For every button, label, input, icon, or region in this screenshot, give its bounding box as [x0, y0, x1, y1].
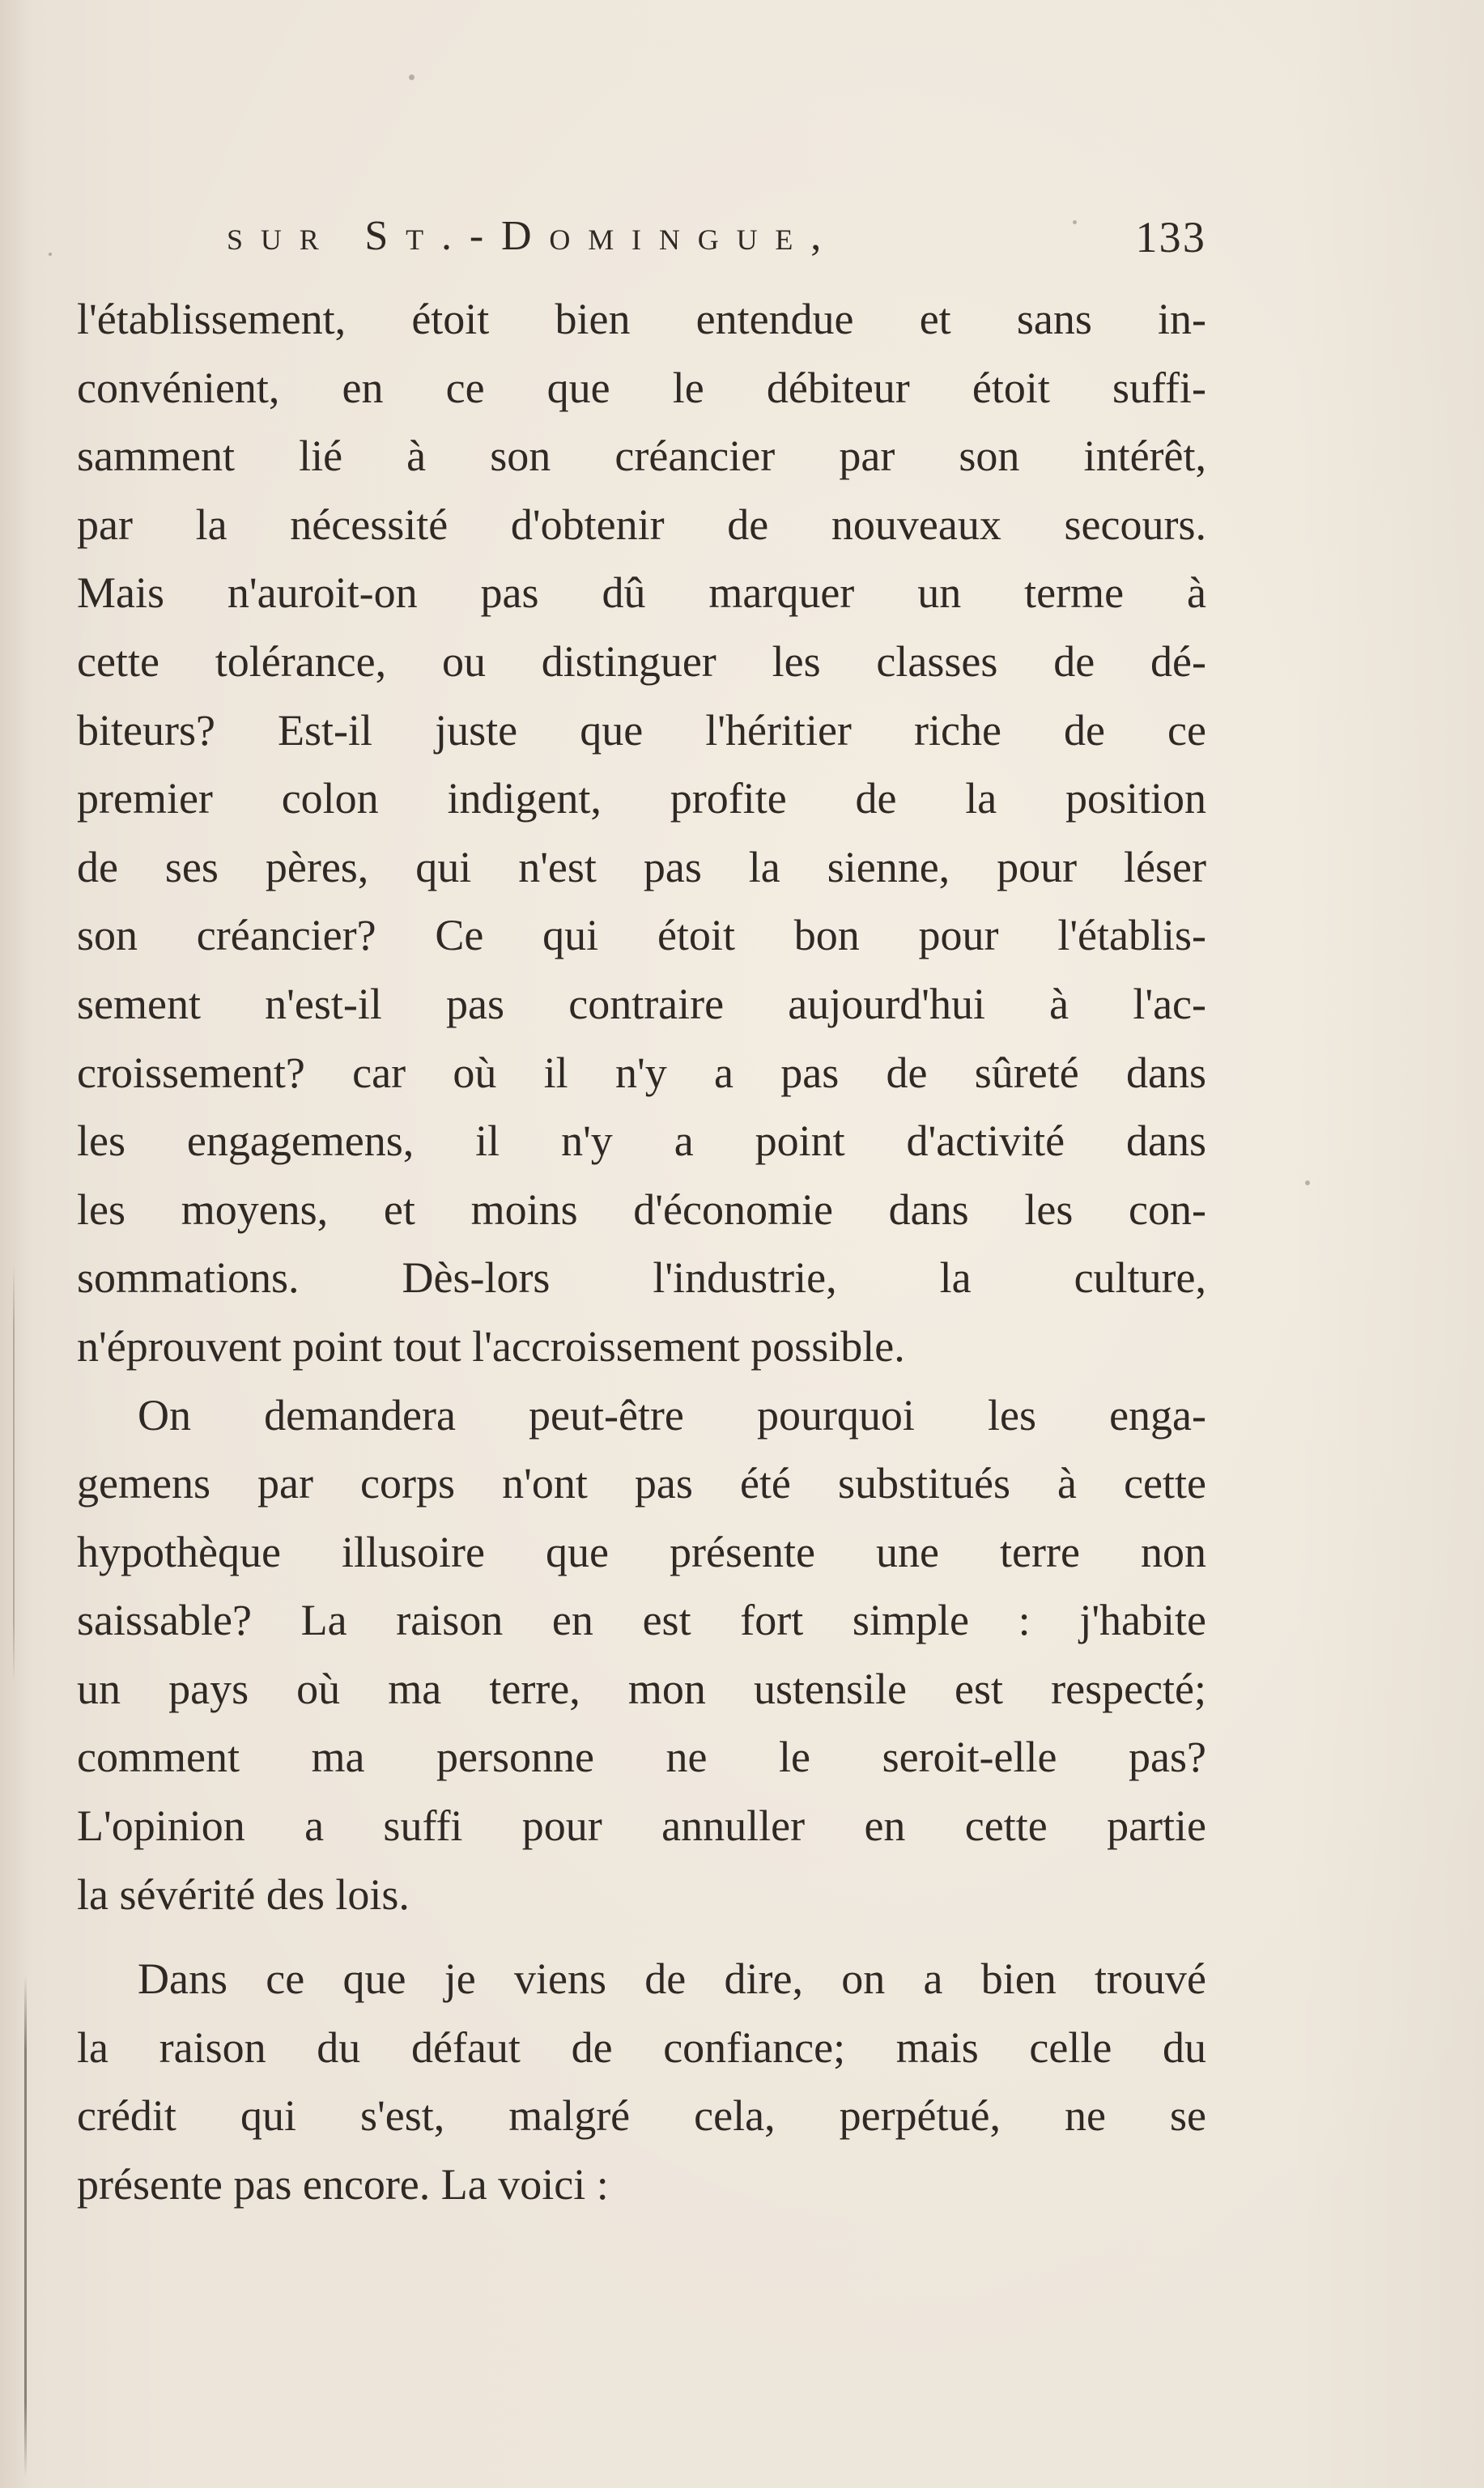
paragraph-gap [77, 1929, 1206, 1945]
body-text [77, 285, 1206, 2219]
text-line: saissable? La raison en est fort simple : j'habite [77, 1596, 1206, 1645]
text-line: L'opinion a suffi pour annuller en cette partie [77, 1801, 1206, 1851]
text-line: biteurs? Est-il juste que l'héritier riche de ce [77, 705, 1206, 755]
text-line: gemens par corps n'ont pas été substitués à cette [77, 1459, 1206, 1508]
text-line: convénient, en ce que le débiteur étoit suffi- [77, 363, 1206, 412]
text-line: par la nécessité d'obtenir de nouveaux secours. [77, 500, 1206, 549]
text-line: premier colon indigent, profite de la position [77, 774, 1206, 823]
text-line: crédit qui s'est, malgré cela, perpétué, ne se [77, 2091, 1206, 2141]
paper-speck [1305, 1180, 1310, 1185]
page-number: 133 [1135, 213, 1206, 262]
text-line: les engagemens, il n'y a point d'activité dans [77, 1116, 1206, 1166]
text-line: la raison du défaut de confiance; mais celle du [77, 2022, 1206, 2072]
text-line: la sévérité des lois. [77, 1869, 410, 1919]
text-line: cette tolérance, ou distinguer les classes de dé- [77, 636, 1206, 686]
text-line: hypothèque illusoire que présente une terre non [77, 1527, 1206, 1576]
text-line: Mais n'auroit-on pas dû marquer un terme à [77, 568, 1206, 618]
text-line: les moyens, et moins d'économie dans les con- [77, 1184, 1206, 1234]
text-line: samment lié à son créancier par son intérêt, [77, 432, 1206, 481]
text-line: sement n'est-il pas contraire aujourd'hui à l'ac- [77, 979, 1206, 1028]
text-line: un pays où ma terre, mon ustensile est respecté; [77, 1664, 1206, 1713]
text-line: de ses pères, qui n'est pas la sienne, pour léser [77, 842, 1206, 891]
binding-edge-shadow [24, 1976, 27, 2477]
text-line: sommations. Dès-lors l'industrie, la culture, [77, 1253, 1206, 1303]
paper-speck [49, 253, 52, 256]
running-title: sur St.-Domingue, [227, 213, 840, 259]
text-line: comment ma personne ne le seroit-elle pas? [77, 1733, 1206, 1782]
text-line: présente pas encore. La voici : [77, 2160, 609, 2209]
text-line: son créancier? Ce qui étoit bon pour l'établis- [77, 911, 1206, 960]
running-head [227, 212, 1206, 277]
text-line: Dans ce que je viens de dire, on a bien trouvé [138, 1954, 1206, 2004]
binding-edge-shadow-faint [13, 1263, 15, 1684]
text-line: croissement? car où il n'y a pas de sûreté dans [77, 1048, 1206, 1097]
paper-speck [409, 74, 415, 80]
text-line: n'éprouvent point tout l'accroissement possible. [77, 1321, 905, 1371]
text-line: On demandera peut-être pourquoi les enga- [138, 1390, 1206, 1440]
text-line: l'établissement, étoit bien entendue et sans in- [77, 295, 1206, 343]
